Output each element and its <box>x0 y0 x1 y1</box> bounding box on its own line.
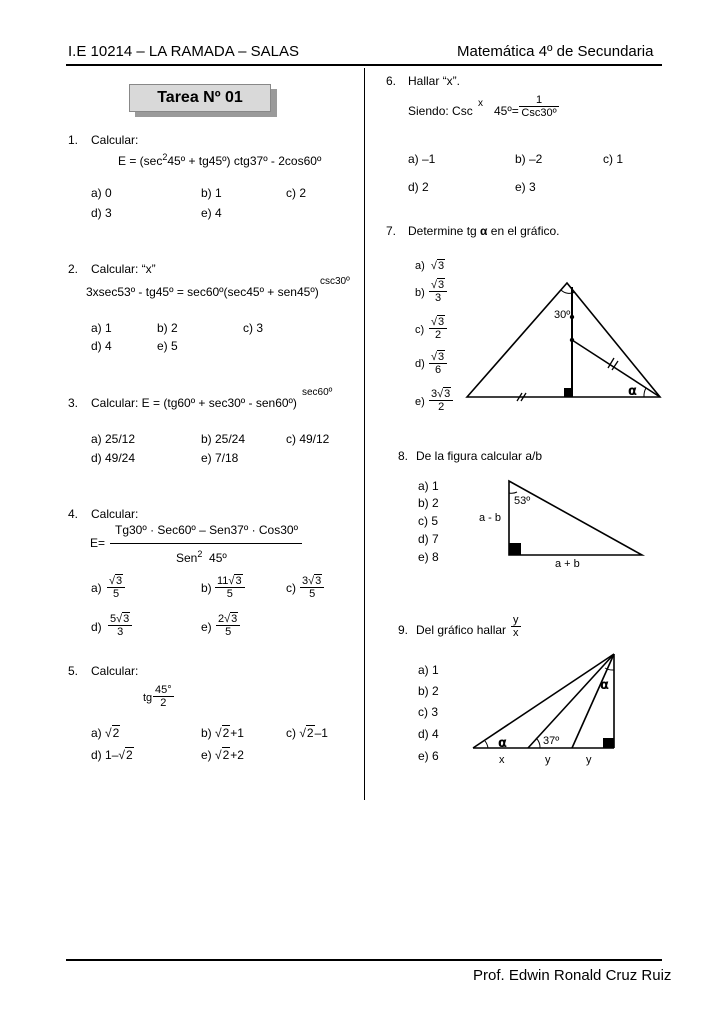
q4-e-lhs: E= <box>90 536 106 550</box>
q5-c-rad: 2 <box>306 726 314 740</box>
q7-e-den: 2 <box>438 401 445 413</box>
footer-author: Prof. Edwin Ronald Cruz Ruiz <box>473 967 672 984</box>
q5-c-label: c) <box>286 726 296 740</box>
q8-label: De la figura calcular a/b <box>416 449 543 463</box>
q6-number: 6. <box>386 74 397 88</box>
q7-option-a: a) √3 <box>415 260 445 272</box>
q5-a-label: a) <box>91 726 102 740</box>
q4-option-d: d) <box>91 620 102 634</box>
q3-option-c: c) 49/12 <box>286 432 330 446</box>
q2-exponent: csc30º <box>320 276 350 287</box>
q4-numerator: Tg30º · Sec60º – Sen37º · Cos30º <box>115 523 298 537</box>
q2-equation: 3xsec53º - tg45º = sec60º(sec45º + sen45º) <box>86 285 319 299</box>
q1-eq-sup: 2 <box>162 152 168 162</box>
q7-c-den: 2 <box>435 329 442 341</box>
q7-label-pre: Determine tg <box>408 224 477 238</box>
q2-option-a: a) 1 <box>91 321 112 335</box>
q7-option-c: c) <box>415 324 425 336</box>
q9-frac-num: y <box>513 614 519 626</box>
q9-y2-label: y <box>586 754 592 766</box>
q4-option-b: b) <box>201 581 212 595</box>
q8-option-b: b) 2 <box>418 496 439 510</box>
q5-number: 5. <box>68 664 79 678</box>
q1-option-a: a) 0 <box>91 186 112 200</box>
q6-frac-den: Csc30º <box>521 107 557 119</box>
q4-label: Calcular: <box>91 507 139 521</box>
q5-option-b: b) √2+1 <box>201 726 244 740</box>
q6-option-b: b) –2 <box>515 152 543 166</box>
q7-b-den: 3 <box>435 292 442 304</box>
q9-option-b: b) 2 <box>418 684 439 698</box>
header-right: Matemática 4º de Secundaria <box>457 43 654 60</box>
q3-option-d: d) 49/24 <box>91 451 136 465</box>
q5-c-post: –1 <box>314 726 328 740</box>
q6-option-e: e) 3 <box>515 180 536 194</box>
q7-b-rad: 3 <box>438 279 445 291</box>
q1-option-d: d) 3 <box>91 206 112 220</box>
q7-c-rad: 3 <box>438 316 445 328</box>
q1-option-b: b) 1 <box>201 186 222 200</box>
q5-d-pre: 1– <box>105 748 119 762</box>
q9-option-a: a) 1 <box>418 663 439 677</box>
q7-d-num: √3 <box>429 350 447 364</box>
q7-label-alpha: α <box>480 224 488 238</box>
q5-frac-den: 2 <box>160 697 167 709</box>
q7-label-post: en el gráfico. <box>490 224 560 238</box>
q5-option-d: d) 1–√2 <box>91 748 133 762</box>
q9-x-label: x <box>499 754 505 766</box>
q3-option-b: b) 25/24 <box>201 432 246 446</box>
q4-a-num: √3 <box>107 574 125 588</box>
q1-option-e: e) 4 <box>201 206 222 220</box>
q1-number: 1. <box>68 133 79 147</box>
q9-angle-label: 37º <box>543 735 560 747</box>
q9-y1-label: y <box>545 754 551 766</box>
q4-a-den: 5 <box>113 588 120 600</box>
q4-c-coef: 3 <box>302 575 309 587</box>
q4-b-den: 5 <box>226 588 233 600</box>
q8-option-e: e) 8 <box>418 550 439 564</box>
q4-option-a: a) <box>91 581 102 595</box>
q7-option-e: e) <box>415 396 425 408</box>
q7-alpha-label: α <box>628 384 637 399</box>
q5-b-label: b) <box>201 726 212 740</box>
q4-a-rad: 3 <box>116 575 123 587</box>
q8-angle-label: 53º <box>514 495 531 507</box>
q4-d-den: 3 <box>117 626 124 638</box>
q3-option-e: e) 7/18 <box>201 451 239 465</box>
q9-alpha-left-label: α <box>498 736 507 751</box>
q7-e-coef: 3 <box>431 388 438 400</box>
q7-d-rad: 3 <box>438 351 445 363</box>
q4-d-rad: 3 <box>123 613 130 625</box>
q4-option-c: c) <box>286 581 296 595</box>
q4-b-coef: 11 <box>217 575 229 587</box>
q9-hyp-2 <box>528 654 614 748</box>
q7-angle-label: 30º <box>554 309 571 321</box>
q9-label: Del gráfico hallar <box>416 623 507 637</box>
q4-c-num: 3√3 <box>300 574 324 588</box>
q4-e-num: 2√3 <box>216 612 240 626</box>
q2-number: 2. <box>68 262 79 276</box>
q6-frac-num: 1 <box>519 94 559 107</box>
q3-label: Calcular: E = (tg60º + sec30º - sen60º) <box>91 396 297 410</box>
q4-den-sup: 2 <box>197 549 203 559</box>
q4-d-num: 5√3 <box>108 612 132 626</box>
q4-d-coef: 5 <box>110 613 117 625</box>
q5-d-rad: 2 <box>125 748 133 762</box>
q4-number: 4. <box>68 507 79 521</box>
q7-a-rad: 3 <box>437 260 445 272</box>
q6-given-post: 45º= <box>494 104 519 118</box>
q5-option-c: c) √2–1 <box>286 726 328 740</box>
q6-option-d: d) 2 <box>408 180 429 194</box>
q8-option-a: a) 1 <box>418 479 439 493</box>
q6-option-c: c) 1 <box>603 152 624 166</box>
q8-number: 8. <box>398 449 409 463</box>
q3-exponent: sec60º <box>302 387 333 398</box>
header-left: I.E 10214 – LA RAMADA – SALAS <box>68 43 299 60</box>
q9-alpha-top-label: α <box>600 678 609 693</box>
q4-e-den: 5 <box>225 626 232 638</box>
q6-given-pre: Siendo: Csc <box>408 104 473 118</box>
q4-den-pre: Sen <box>176 551 198 565</box>
q9-frac-den: x <box>513 627 519 639</box>
q9-right-angle <box>603 738 614 748</box>
q7-number: 7. <box>386 224 397 238</box>
q4-b-rad: 3 <box>235 575 242 587</box>
q5-frac-num: 45° <box>155 684 172 696</box>
page-title: Tarea Nº 01 <box>129 84 271 112</box>
q5-a-rad: 2 <box>112 726 120 740</box>
q9-number: 9. <box>398 623 409 637</box>
q1-option-c: c) 2 <box>286 186 307 200</box>
q7-c-num: √3 <box>429 315 447 329</box>
q4-c-rad: 3 <box>315 575 322 587</box>
q4-c-den: 5 <box>309 588 316 600</box>
q9-alpha-arc-left <box>485 741 488 748</box>
q5-e-label: e) <box>201 748 212 762</box>
q1-eq-post: 45º + tg45º) ctg37º - 2cos60º <box>167 154 322 168</box>
q6-option-a: a) –1 <box>408 152 436 166</box>
q6-given-x: x <box>478 98 483 109</box>
q5-e-post: +2 <box>230 748 244 762</box>
q4-den-post: 45º <box>209 551 227 565</box>
q7-option-d: d) <box>415 358 425 370</box>
q5-d-label: d) <box>91 748 102 762</box>
q1-eq-pre: E = (sec <box>118 154 163 168</box>
q8-side-label: a - b <box>479 512 502 524</box>
q7-b-num: √3 <box>429 278 447 292</box>
q3-number: 3. <box>68 396 79 410</box>
footer-rule <box>66 959 662 961</box>
q2-option-c: c) 3 <box>243 321 264 335</box>
q8-option-c: c) 5 <box>418 514 439 528</box>
q7-d-den: 6 <box>435 364 442 376</box>
q4-b-num: 11√3 <box>215 574 245 588</box>
q2-option-e: e) 5 <box>157 339 178 353</box>
q7-option-b: b) <box>415 287 425 299</box>
q8-base-label: a + b <box>555 558 580 570</box>
q6-label: Hallar “x”. <box>408 74 461 88</box>
q5-tg: tg <box>143 692 153 704</box>
q8-option-d: d) 7 <box>418 532 439 546</box>
q5-e-rad: 2 <box>222 748 230 762</box>
q5-b-post: +1 <box>230 726 244 740</box>
q1-label: Calcular: <box>91 133 139 147</box>
q7-e-num: 3√3 <box>429 387 453 401</box>
q5-option-e: e) √2+2 <box>201 748 244 762</box>
q3-option-a: a) 25/12 <box>91 432 136 446</box>
q2-option-d: d) 4 <box>91 339 112 353</box>
q5-label: Calcular: <box>91 664 139 678</box>
q2-label: Calcular: “x” <box>91 262 156 276</box>
q9-option-d: d) 4 <box>418 727 439 741</box>
q7-a-label: a) <box>415 260 425 272</box>
q4-e-rad: 3 <box>231 613 238 625</box>
q7-e-rad: 3 <box>444 388 451 400</box>
q5-option-a: a) √2 <box>91 726 120 740</box>
q5-b-rad: 2 <box>222 726 230 740</box>
q4-option-e: e) <box>201 620 212 634</box>
q9-option-c: c) 3 <box>418 705 439 719</box>
q9-option-e: e) 6 <box>418 749 439 763</box>
q2-option-b: b) 2 <box>157 321 178 335</box>
q4-e-coef: 2 <box>218 613 225 625</box>
